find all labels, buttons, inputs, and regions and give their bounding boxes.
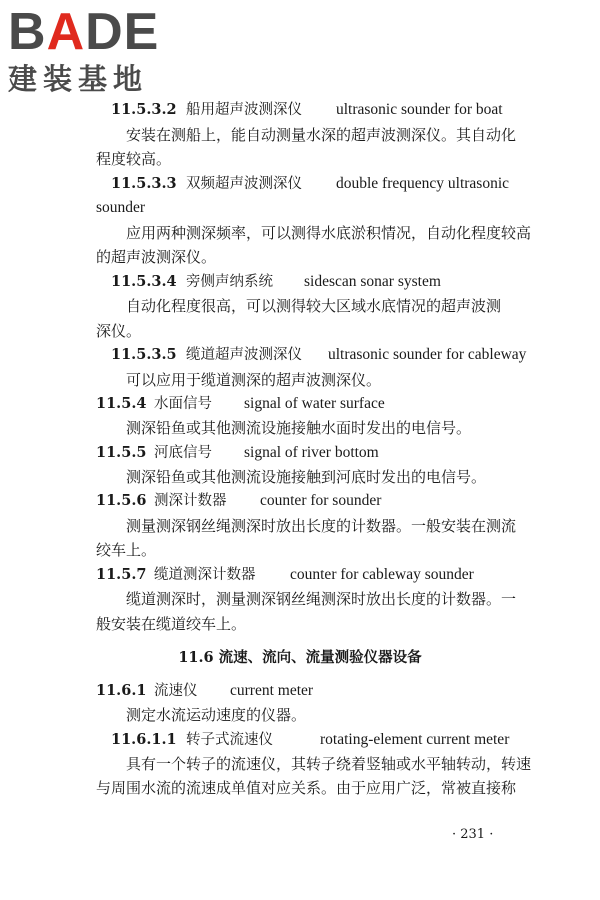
- logo-subtitle: 建装基地: [8, 62, 149, 96]
- entry-body: 缆道测深时，测量测深钢丝绳测深时放出长度的计数器。一: [126, 590, 517, 608]
- entry-body: 可以应用于缆道测深的超声波测深仪。: [126, 371, 382, 389]
- entry-term-en: counter for sounder: [260, 492, 382, 509]
- entry-term-en: signal of water surface: [244, 395, 385, 412]
- entry-term-en: signal of river bottom: [244, 444, 379, 461]
- entry-number: 11.5.4: [96, 395, 147, 412]
- entry-heading: [111, 345, 526, 365]
- entry-heading: [96, 491, 381, 511]
- entry-term-en-continued: sounder: [96, 199, 146, 216]
- entry-heading: [111, 174, 509, 194]
- entry-term-en: ultrasonic sounder for boat: [336, 101, 503, 118]
- entry-heading: [96, 681, 313, 701]
- entry-body: 测深铅鱼或其他测流设施接触水面时发出的电信号。: [126, 419, 472, 437]
- entry-heading: [111, 100, 503, 120]
- page-number: · 231 ·: [452, 827, 494, 842]
- entry-term-en: rotating-element current meter: [320, 731, 510, 748]
- entry-term-en: double frequency ultrasonic: [336, 175, 510, 192]
- entry-body: 具有一个转子的流速仪，其转子绕着竖轴或水平轴转动，转速: [126, 755, 532, 773]
- entry-term-zh: 缆道超声波测深仪: [186, 347, 302, 363]
- entry-term-zh: 转子式流速仪: [186, 732, 273, 748]
- entry-term-zh: 流速仪: [154, 683, 198, 699]
- entry-body: 应用两种测深频率，可以测得水底淤积情况，自动化程度较高: [126, 224, 532, 242]
- entry-number: 11.5.3.5: [111, 346, 177, 363]
- entry-number: 11.6.1.1: [111, 731, 177, 748]
- entry-heading: [111, 730, 509, 750]
- section-title: 11.6 流速、流向、流量测验仪器设备: [178, 649, 422, 666]
- entry-number: 11.5.3.4: [111, 273, 177, 290]
- bade-logo: [6, 4, 181, 99]
- entry-term-zh: 双频超声波测深仪: [186, 176, 302, 192]
- entry-number: 11.5.5: [96, 444, 147, 461]
- entry-term-en: counter for cableway sounder: [290, 566, 474, 583]
- entry-body: 安装在测船上，能自动测量水深的超声波测深仪。其自动化: [126, 126, 517, 144]
- entry-body: 程度较高。: [96, 150, 172, 168]
- entry-body: 自动化程度很高，可以测得较大区域水底情况的超声波测: [126, 297, 502, 315]
- entry-term-zh: 测深计数器: [154, 493, 227, 509]
- entry-term-zh: 船用超声波测深仪: [186, 102, 302, 118]
- entry-term-en: sidescan sonar system: [304, 273, 441, 290]
- entry-term-zh: 水面信号: [154, 396, 212, 412]
- entry-term-zh: 河底信号: [154, 445, 212, 461]
- entry-body: 般安装在缆道绞车上。: [96, 615, 247, 633]
- entry-term-en: ultrasonic sounder for cableway: [328, 346, 527, 363]
- entry-body: 的超声波测深仪。: [96, 248, 217, 266]
- entry-body: 测量测深钢丝绳测深时放出长度的计数器。一般安装在测流: [126, 517, 517, 535]
- entry-number: 11.5.3.2: [111, 101, 177, 118]
- entry-heading: [96, 394, 385, 414]
- entry-term-zh: 旁侧声纳系统: [186, 274, 273, 290]
- entry-body: 测深铅鱼或其他测流设施接触到河底时发出的电信号。: [126, 468, 487, 486]
- entry-body: 深仪。: [96, 322, 142, 340]
- logo-wordmark: BADE: [8, 3, 160, 61]
- entry-number: 11.5.7: [96, 566, 147, 583]
- entry-number: 11.6.1: [96, 682, 147, 699]
- entry-heading: [111, 272, 441, 292]
- entry-body: 与周围水流的流速成单值对应关系。由于应用广泛，常被直接称: [96, 779, 517, 797]
- entry-term-en: current meter: [230, 682, 314, 699]
- entry-term-zh: 缆道测深计数器: [154, 567, 256, 583]
- entry-number: 11.5.6: [96, 492, 147, 509]
- entry-body: 绞车上。: [96, 541, 157, 559]
- entry-heading: [96, 565, 474, 585]
- entry-body: 测定水流运动速度的仪器。: [126, 706, 307, 724]
- entry-number: 11.5.3.3: [111, 175, 177, 192]
- entry-heading: [96, 443, 379, 463]
